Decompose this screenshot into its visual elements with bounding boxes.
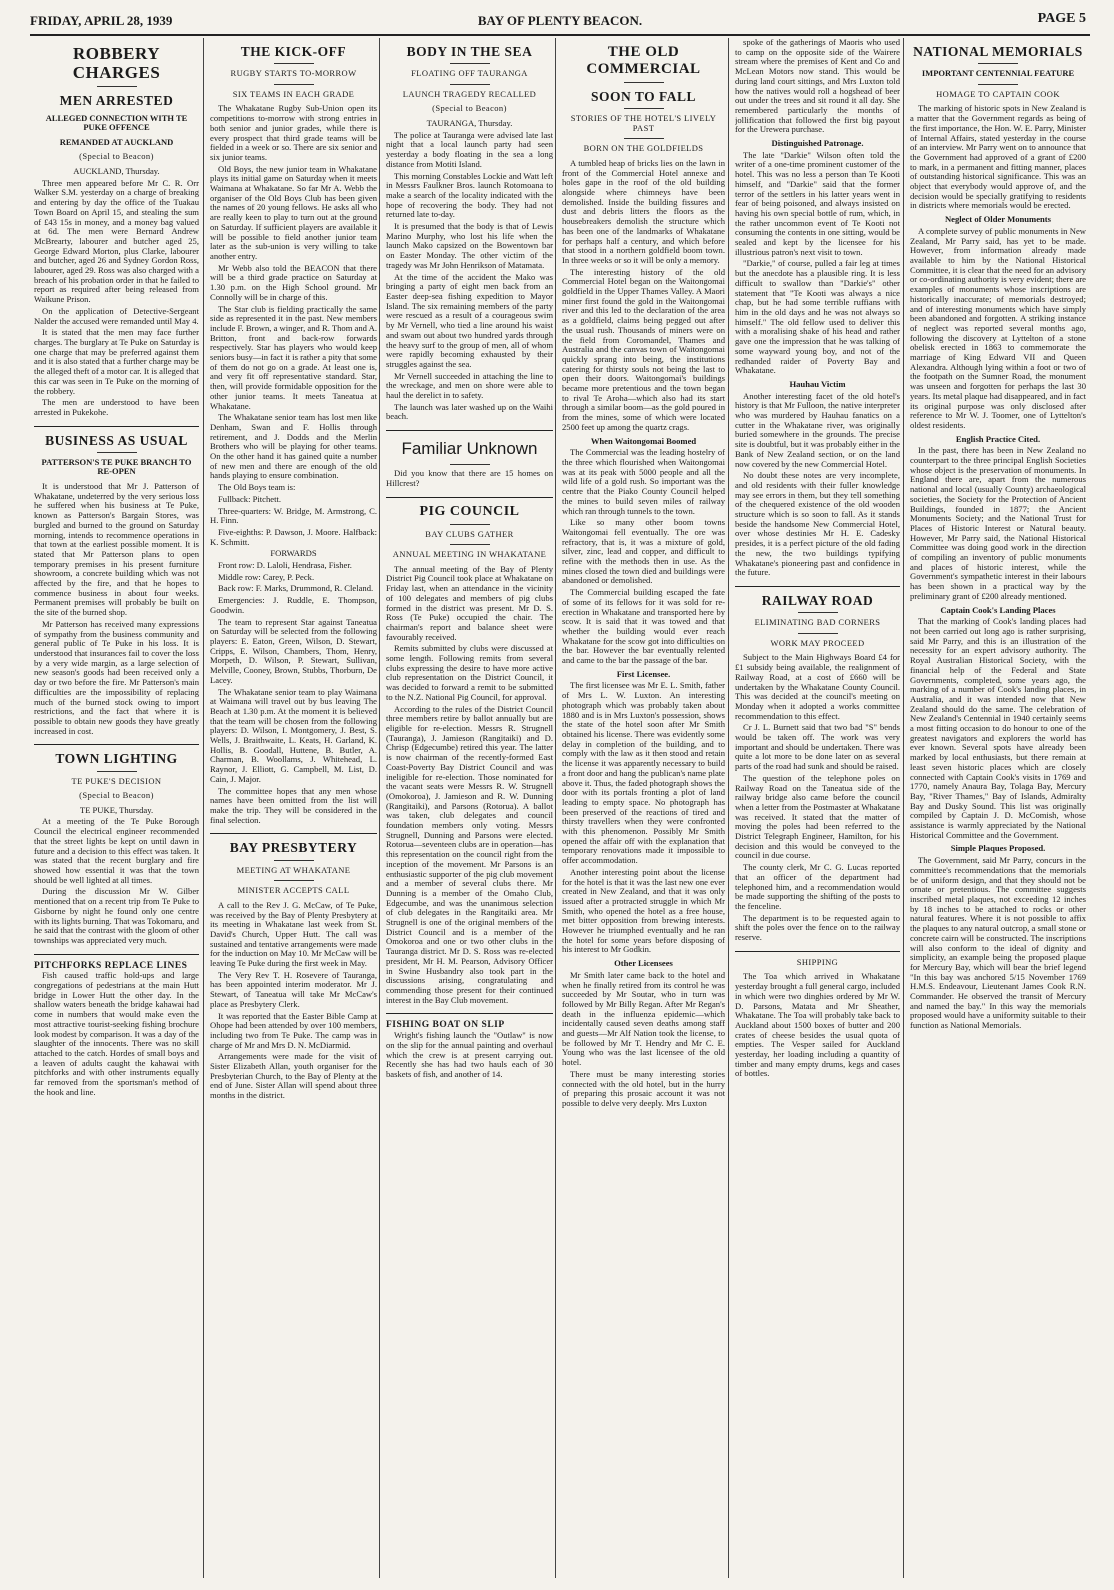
subheading: English Practice Cited. bbox=[955, 433, 1041, 444]
paragraph: Mr Patterson has received many expressions of sympathy from the business community and general public of Te Puke in his loss. It is understood that insurances fail to cover the loss by a very wide margin, as a large selection of new season's goods had been received only a day or two before the fire. Mr Patterson's main difficulties are the impossibility of replacing much of the burned stock owing to import restrictions, and the fact that where it is possible to obtain new goods they have greatly increased in cost. bbox=[34, 618, 199, 736]
paragraph: Emergencies: J. Ruddle, E. Thompson, Goodwin. bbox=[210, 595, 377, 615]
subheading: Hauhau Victim bbox=[789, 378, 846, 389]
paragraph: It is understood that Mr J. Patterson of Whakatane, undeterred by the very serious loss he suffered when his business at Te Puke, known as Patterson's Bargain Stores, was burgled and burned to the ground on Saturday morning, intends to recommence operations in that town at the earliest possible moment. It is stated that Mr Patterson plans to open temporary premises in his present furniture showroom, a concrete building which was not affected by the fire, and that he hopes to commence business in about four weeks. Permanent premises will probably be built on the site of the burned shop. bbox=[34, 481, 199, 618]
headline-commercial: THE OLD COMMERCIAL bbox=[586, 44, 701, 77]
deck: RUGBY STARTS TO-MORROW bbox=[230, 68, 357, 79]
deck: MINISTER ACCEPTS CALL bbox=[237, 885, 350, 896]
paragraph: Three men appeared before Mr C. R. Orr Walker S.M. yesterday on a charge of breaking and entering by day the office of the Tuakau Town Board on April 15, and stealing the sum of £43 15s in money, and a money bag valued at 6d. The men were Bernard Andrew McBrearty, labourer and butcher aged 25, George Edward Morton, plus Clarke, labourer and butcher, aged 26 and Sydney Gordon Ross, labourer, aged 29. Ross was also charged with a breach of his probation order in that he failed to report as required after being released from Waikune Prison. bbox=[34, 177, 199, 305]
paragraph: No doubt these notes are very incomplete, and old residents with their fuller knowledge may see errors in them, but they tell something of the chequered existence of the old wooden structure which is so soon to fall. As it stands beside the handsome New Commercial Hotel, over whose destinies Mr H. E. Cadesky presides, it is a perfect picture of the old fading the new, the two buildings typifying Whakatane's pioneering past and confidence in the future. bbox=[735, 470, 900, 578]
paragraph: Mr Vernell succeeded in attaching the line to the wreckage, and men on shore were able to haul the derelict in to safety. bbox=[386, 370, 553, 401]
deck: MEETING AT WHAKATANE bbox=[236, 864, 351, 875]
headline-lighting: TOWN LIGHTING bbox=[55, 751, 178, 767]
special-note: (Special to Beacon) bbox=[432, 103, 507, 114]
subheading: Simple Plaques Proposed. bbox=[950, 843, 1046, 854]
paragraph: Old Boys, the new junior team in Whakatane plays its initial game on Saturday when it meets Waimana at Whakatane. So far Mr A. Webb the organiser of the Old Boys Club has been given the names of 20 young fellows. He asks all who are really keen to play to turn out at the ground on Saturday. If sufficient players are available it will be possible to field another junior team later as the sub-union is very willing to take another entry. bbox=[210, 163, 377, 261]
article-familiar bbox=[386, 439, 553, 489]
paragraph: Front row: D. Laloli, Hendrasa, Fisher. bbox=[218, 560, 352, 571]
paragraph: Back row: F. Marks, Drummond, R. Cleland. bbox=[218, 583, 374, 594]
paragraph: Another interesting point about the license for the hotel is that it was the last new one ever created in New Zealand, and that it was only issued after a protracted struggle in which Mr Smith, who opened the hotel as a free house, met bitter opposition from brewing interests. However he triumphed eventually and he ran the hotel for some years before disposing of his interest to Mr Godkin. bbox=[562, 866, 725, 955]
article-sea bbox=[386, 44, 553, 422]
paragraph: This morning Constables Lockie and Watt left in Messrs Faulkner Bros. launch Rotomoana to make a search of the locality indicated with the hope of recovering the body. They had not returned late to-day. bbox=[386, 170, 553, 220]
headline-kickoff: THE KICK-OFF bbox=[240, 44, 347, 59]
deck: FLOATING OFF TAURANGA bbox=[411, 68, 528, 79]
paragraph: Mr Webb also told the BEACON that there will be a third grade practice on Saturday at 1.30 p.m. on the High School ground. Mr Connolly will be in charge of this. bbox=[210, 262, 377, 302]
paragraph: The team to represent Star against Taneatua on Saturday will be selected from the following players: E. Eaton, Green, Wilson, D. Stewart, Cripps, E. Wilson, Chambers, Thom, Henry, Morpeth, D. Wilson, P. Stewart, Sullivan, Melville, Cooney, Brown, Stubbs, Thorburn, De Lacey. bbox=[210, 616, 377, 685]
headline-familiar: Familiar Unknown bbox=[401, 439, 538, 459]
paragraph: The Commercial was the leading hostelry of the three which flourished when Waitongomai was at its peak with 5000 people and all the wild life of a gold rush. So important was the centre that the Piako County Council helped the mines to build seven miles of railway which ran through tunnels to the town. bbox=[562, 447, 725, 516]
subheading: Neglect of Older Monuments bbox=[944, 214, 1052, 225]
paragraph: The Government, said Mr Parry, concurs in the committee's recommendations that the memorials be of uniform design, and that they should not be ornate or pretentious. The committee suggests inscribed metal plaques, not exceeding 12 inches by 18 inches to be attached to rocks or other natural features. Where it is not possible to affix the plaques to any natural outcrop, a small stone or concrete cairn will be constructed. The inscriptions will also conform to the ideal of dignity and simplicity, an example being the proposed plaque for Mercury Bay, which will bear the brief legend "In this bay was anchored 5/15 November 1769 H.M.S. Endeavour, Lieutenant James Cook R.N. Commander. He observed the transit of Mercury and named the bay." In this way the memorials proposed would have a uniformity suitable to their function as National Memorials. bbox=[910, 855, 1086, 1031]
paragraph: The launch was later washed up on the Waihi beach. bbox=[386, 401, 553, 422]
headline-robbery: ROBBERY CHARGES bbox=[72, 44, 161, 83]
paragraph: FORWARDS bbox=[270, 548, 317, 559]
masthead-paper: BAY OF PLENTY BEACON. bbox=[477, 13, 643, 28]
subheading: Captain Cook's Landing Places bbox=[940, 604, 1056, 615]
paragraph: It is stated that the men may face further charges. The burglary at Te Puke on Saturday is one charge that may be preferred against them and it is also stated that a further charge may be the alleged theft of a motor car. It is alleged that this car was seen in Te Puke on the morning of the robbery. bbox=[34, 327, 199, 396]
paragraph: Did you know that there are 15 homes on Hillcrest? bbox=[386, 468, 553, 489]
paragraph: A call to the Rev J. G. McCaw, of Te Puke, was received by the Bay of Plenty Presbytery at its meeting in Whakatane last week from St. David's Church, Upper Hutt. The call was sustained and tentative arrangements were made for the induction on May 10. Mr McCaw will be leaving Te Puke during the first week in May. bbox=[210, 899, 377, 969]
subheading: Distinguished Patronage. bbox=[771, 138, 864, 149]
column-1 bbox=[34, 38, 199, 1578]
subheading: Other Licensees bbox=[614, 958, 673, 969]
paragraph: At the time of the accident the Mako was bringing a party of eight men back from an Easter deep-sea fishing expedition to Mayor Island. The six remaining members of the party were rescued as a result of a courageous swim by Mr Vernell, who tied a line around his waist and swam out about two hundred yards through the heavy surf to the group of men, all of whom were rapidly becoming exhausted by their struggles against the sea. bbox=[386, 271, 553, 369]
deck: BORN ON THE GOLDFIELDS bbox=[583, 143, 704, 154]
paragraph: The police at Tauranga were advised late last night that a local launch party had seen yesterday a body floating in the sea a long distance from Motiti Island. bbox=[386, 129, 553, 169]
deck: HOMAGE TO CAPTAIN COOK bbox=[936, 88, 1060, 99]
masthead bbox=[30, 6, 1090, 36]
deck: SIX TEAMS IN EACH GRADE bbox=[232, 88, 355, 99]
deck: WORK MAY PROCEED bbox=[770, 637, 865, 648]
deck: LAUNCH TRAGEDY RECALLED bbox=[402, 88, 537, 99]
article-memorials bbox=[910, 44, 1086, 1031]
headline-sea: BODY IN THE SEA bbox=[406, 44, 533, 59]
paragraph: The Whakatane Rugby Sub-Union open its competitions to-morrow with strong entries in both senior and junior grades, while there is every prospect that third grade teams will be fielded in a week or so. There are six senior and six junior teams. bbox=[210, 103, 377, 162]
paragraph: The question of the telephone poles on Railway Road on the Taneatua side of the railway bridge also came before the council when a letter from the Postmaster at Whakatane was received. It stated that the matter of moving the poles had been referred to the District Telegraph Engineer, Hamilton, for his decision and this would be conveyed to the council in due course. bbox=[735, 772, 900, 861]
paragraph: The Whakatane senior team to play Waimana at Waimana will travel out by bus leaving The Beach at 1.30 p.m. At the moment it is believed that the team will be chosen from the following players: D. Wilson, I. Montgomery, J. Best, S. Wells, J. Braithwaite, L. Keats, H. Garland, K. Hollis, B. Goodall, Huttene, B. Butler, A. Charman, B. Woollams, J. Whitehead, L. Raynor, J. Elliott, G. Campbell, M. List, D. Cain, J. Major. bbox=[210, 686, 377, 784]
article-fishing bbox=[386, 1020, 553, 1079]
article-shipping bbox=[735, 958, 900, 1079]
paragraph: A complete survey of public monuments in New Zealand, Mr Parry said, has yet to be made. However, from information already made available to him by the National Historical Committee, it is clear that the need for an advisory or co-ordinating authority is very evident; there are examples of monuments whose inscriptions are historically inaccurate; of memorials destroyed; and of interesting monuments which have simply been abandoned and forgotten. A striking instance of neglect was reported several months ago, following the discovery at Lyttelton of a stone obelisk erected in 1863 to commemorate the marriage of King Edward VII and Queen Alexandra. Although lying within a foot or two of the footpath on the Sumner Road, the monument was unseen and forgotten for perhaps the last 30 years. Its metal plaque had disappeared, and in fact its original purpose was only disclosed after reference to Mr W. J. Toomer, one of Lyttelton's oldest residents. bbox=[910, 225, 1086, 430]
headline-pig: PIG COUNCIL bbox=[419, 503, 520, 519]
paragraph: The Whakatane senior team has lost men like Denham, Swan and F. Hollis through retirement, and J. Dodds and the Merlin Brothers who will be playing for other teams. On the other hand it has gained quite a number of new men and there are enough of the old hands playing to ensure combination. bbox=[210, 412, 377, 481]
paragraph: The late "Darkie" Wilson often told the writer of a one-time prominent customer of the hotel. This was no less a person than Te Kooti himself, and "Darkie" said that the former terror of the settlers in his latter years went in fear of being poisoned, and always insisted on having his own special bottle of rum, which, in the rather uncommon event of Te Kooti not consuming the contents in one sitting, would be sealed and kept by the licensee for his illustrious patron's next visit to town. bbox=[735, 149, 900, 257]
paragraph: The department is to be requested again to shift the poles over the fence on to the railway reserve. bbox=[735, 912, 900, 943]
paragraph: Fish caused traffic hold-ups and large congregations of pedestrians at the main Hutt bridge in Lower Hutt the other day. In the shallow waters beneath the bridge kahawai had come in numbers that would make even the most attractive tourist-seeking fishing brochure look modest by comparison. It was a day of the slaughter of the innocents. There was no skill attached to the catch. Hordes of small boys and a leaven of adults caught the kahawai with pitchforks and with other instruments equally far removed from the sportsman's method of the hook and line. bbox=[34, 970, 199, 1097]
paragraph: The marking of historic spots in New Zealand is a matter that the Government regards as being of the first importance, the Hon. W. E. Parry, Minister of Internal Affairs, stated yesterday in the course of an interview. Mr Parry went on to announce that the Government had approved of a grant of £200 to mark, in a permanent and fitting manner, places of outstanding historical significance. This was an object that everybody would approve of, and the decision would be specially gratifying to residents in districts where memorials would be erected. bbox=[910, 103, 1086, 211]
paragraph: At a meeting of the Te Puke Borough Council the electrical engineer recommended that the street lights be kept on until dawn in future and a decision to this effect was taken. It was stated that the recent burglary and fire showed how essential it was that the town should be well lighted at all times. bbox=[34, 816, 199, 885]
paragraph: The Star club is fielding practically the same side as represented it in the past. New members include F. Brown, a winger, and R. Thom and A. Britton, front and back-row forwards respectively. Star has players who would keep seniors busy—in fact it is rather a pity that some of them do not go on a grade. At least one is, and very fit off representative standard. Star, then, will provide formidable opposition for the other junior teams. It meets Taneatua at Whakatane. bbox=[210, 303, 377, 411]
paragraph: Three-quarters: W. Bridge, M. Armstrong, C. H. Finn. bbox=[210, 505, 377, 526]
column-2 bbox=[210, 38, 377, 1578]
deck: PATTERSON'S TE PUKE BRANCH TO RE-OPEN bbox=[41, 456, 192, 477]
paragraph: Five-eighths: P. Dawson, J. Moore. Halfback: K. Schmitt. bbox=[210, 526, 377, 547]
paragraph: Cr J. L. Burnett said that two bad "S" bends would be taken off. The work was very important and should be undertaken. There was quite a lot more to be done later on as several parts of the road had sunk and should be raised. bbox=[735, 722, 900, 772]
paragraph: spoke of the gatherings of Maoris who used to camp on the opposite side of the Wairere stream where the premises of Kent and Co and McLean Motors now stand. This would be during land court sittings, and Mrs Luxton told how the natives would roll a hogshead of beer out under the trees and sit round it all day. She remembered particularly the months of jollification that followed the first big payout for the Urewera purchase. bbox=[735, 38, 900, 135]
article-lighting bbox=[34, 751, 199, 945]
paragraph: The Commercial building escaped the fate of some of its fellows for it was sold for re-erection in Whakatane and transported here by scow. It is said that it was towed and that whether the building would ever reach Whakatane for the scow got into difficulties on the bar. However the bar eventually relented and came to the bar the passage of the bar. bbox=[562, 587, 725, 666]
headline-business: BUSINESS AS USUAL bbox=[45, 432, 188, 448]
subhead-men-arrested: MEN ARRESTED bbox=[59, 93, 174, 109]
article-railway bbox=[735, 593, 900, 943]
headline-memorials: NATIONAL MEMORIALS bbox=[913, 44, 1083, 59]
paragraph: Subject to the Main Highways Board £4 for £1 subsidy being available, the realignment of Railway Road, at a cost of £660 will be undertaken by the Whakatane County Council. This was decided at the council's meeting on Monday when it adopted a works committee recommendation to this effect. bbox=[735, 652, 900, 721]
masthead-page: PAGE 5 bbox=[1037, 11, 1086, 26]
paragraph: AUCKLAND, Thursday. bbox=[73, 166, 160, 177]
paragraph: The first licensee was Mr E. L. Smith, father of Mrs L. W. Luxton. An interesting photograph which was probably taken about 1880 and is in Mrs Luxton's possession, shows the state of the hotel soon after Mr Smith obtained his license. There was evidently some delay in completion of the building, and to comply with the law as it then stood and retain the license it was apparently necessary to build a front door and hang the publican's name plate above it. Thus, the faded photograph shows the door with its portals fronting a plot of land leading to empty space. No photograph has been preserved of the reactions of tired and thirsty travellers when they were confronted with this phenomenon. Possibly Mr Smith opened the affair off with the explanation that temporary renovations made it impossible to offer accommodation. bbox=[562, 680, 725, 866]
paragraph: The committee hopes that any men whose names have been omitted from the list will make the trip. They will be considered in the final selection. bbox=[210, 785, 377, 825]
article-kickoff bbox=[210, 44, 377, 825]
paragraph: The men are understood to have been arrested in Pukekohe. bbox=[34, 397, 199, 417]
paragraph: A tumbled heap of bricks lies on the lawn in front of the Commercial Hotel annexe and holes gape in the roof of the old building alongside where chimneys have been demolished. Inside the building fissures and dust and debris litters the floors as the housebreakers demolish the structure which has been one of the landmarks of Whakatane for perhaps half a century, and which before that stood in a northern goldfield boom town. In three weeks or so it will be only a memory. bbox=[562, 157, 725, 265]
paragraph: The county clerk, Mr C. G. Lucas reported that an officer of the department had telephoned him, and a recommendation would be made supporting the shifting of the posts to the fenceline. bbox=[735, 862, 900, 911]
paragraph: In the past, there has been in New Zealand no counterpart to the three principal English Societies whose object is the preservation of monuments. In England there are, apart from the numerous national and local (usually County) archaeological societies, the Society for the Protection of Ancient Buildings, founded in 1877; the Ancient Monuments Society; and the National Trust for Places of Historic Interest or Natural beauty. However, Mr Parry said, the National Historical Committee was doing good work in the direction of compiling an inventory of public monuments and places of historic interest, while the Government's sympathetic interest in their labours has been shown in a practical way by the preliminary grant of £200 already mentioned. bbox=[910, 445, 1086, 601]
paragraph: Wright's fishing launch the "Outlaw" is now on the slip for the annual painting and overhaul which the crew is at present carrying out. Recently she has had two hauls each of 30 baskets of fish, and another of 14. bbox=[386, 1030, 553, 1079]
subheading: First Licensee. bbox=[616, 668, 671, 679]
paragraph: There must be many interesting stories connected with the old hotel, but in the hurry of preparing this prosaic account it was not possible to delve very deeply. Mrs Luxton bbox=[562, 1068, 725, 1108]
article-business bbox=[34, 433, 199, 737]
paragraph: Mr Smith later came back to the hotel and when he finally retired from its control he was succeeded by Mr Soutar, who in turn was followed by Mr Billy Regan. After Mr Regan's death in the influenza epidemic—which incidentally caused seven deaths among staff and guests—Mr Alf Nation took the license, to be followed by Mr T. Hendry and Mr C. E. Young who was the last licensee of the old hotel. bbox=[562, 969, 725, 1068]
paragraph: Middle row: Carey, P. Peck. bbox=[218, 571, 315, 582]
paragraph: On the application of Detective-Sergeant Nalder the accused were remanded until May 4. bbox=[34, 305, 199, 326]
paragraph: "Darkie," of course, pulled a fair leg at times but the anecdote has a plausible ring. It is less difficult to swallow than "Darkie's" other statement that "Te Kooti was always a nice chap, but he had some terrible ruffians with him in the old days and he was not always so himself." The old fellow used to deliver this with a moralising shake of his head and rather gave one the impression that he was talking of some wayward young boy, and not of the redhanded raider of Poverty Bay and Whakatane. bbox=[735, 258, 900, 376]
headline-railway: RAILWAY ROAD bbox=[761, 592, 874, 608]
column-5 bbox=[735, 38, 900, 1578]
deck: ELIMINATING BAD CORNERS bbox=[754, 617, 881, 628]
paragraph: The annual meeting of the Bay of Plenty District Pig Council took place at Whakatane on Friday last, when an attendance in the vicinity of 100 delegates and members of pig clubs formed in the district was present. Mr D. S. Ross (Te Puke) occupied the chair. The chairman's report and balance sheet were favourably received. bbox=[386, 563, 553, 642]
headline-pitchforks: PITCHFORKS REPLACE LINES bbox=[34, 960, 188, 971]
subhead-soon-to-fall: SOON TO FALL bbox=[590, 88, 697, 104]
deck: IMPORTANT CENTENNIAL FEATURE bbox=[921, 68, 1075, 79]
paragraph: It is presumed that the body is that of Lewis Marino Murphy, who lost his life when the launch Mako capsized on the Bowentown bar on Easter Monday. The other victim of the tragedy was Mr John Henrikson of Matamata. bbox=[386, 221, 553, 270]
paragraph: That the marking of Cook's landing places had not been carried out long ago is rather surprising, said Mr Parry, and this is an illustration of the necessity for an expert advisory authority. The Royal Australian Historical Society, with the financial help of the Federal and State Governments, completed, some years ago, the marking of a number of Cook's landing places, in Australia, and it was intended now that New Zealand should do the same. The celebration of New Zealand's Centennial in 1940 certainly seems a most fitting occasion to do honour to one of the greatest navigators and explorers the world has ever known. Several spots have already been marked by local enthusiasts, but there remain at least seven historic places which are closely connected with Captain Cook's visits in 1769 and 1770, namely Anaura Bay, Tolaga Bay, Mercury Bay, "River Thames," Bay of Islands, Admiralty Bay and Dusky Sound. This list was originally compiled by Captain J. D. McComish, whose assistance is warmly appreciated by the National Historical Committee and the Government. bbox=[910, 616, 1086, 840]
column-6 bbox=[910, 38, 1086, 1578]
paragraph: Remits submitted by clubs were discussed at some length. Following remits from several clubs expressing the desire to have more active club representation on the District Council, it was decided to forward a remit to be submitted to the N.Z. National Pig Council, for approval. bbox=[386, 643, 553, 702]
article-pig bbox=[386, 504, 553, 1006]
paragraph: Fullback: Pitchett. bbox=[218, 493, 282, 504]
masthead-date: FRIDAY, APRIL 28, 1939 bbox=[30, 13, 173, 28]
headline-presbytery: BAY PRESBYTERY bbox=[229, 840, 358, 856]
headline-fishing: FISHING BOAT ON SLIP bbox=[386, 1020, 505, 1031]
column-3 bbox=[386, 38, 553, 1578]
paragraph: Another interesting facet of the old hotel's history is that Mr Fulloon, the native interpreter who was murdered by Hauhau fanatics on a cutter in the Whakatane river, was originally buried somewhere in the grounds. The precise site is doubtful, but it was probably either in the Bank of New Zealand section, or on the land now covered by the new Commercial Hotel. bbox=[735, 390, 900, 469]
subheading: When Waitongomai Boomed bbox=[590, 435, 697, 446]
column-4 bbox=[562, 38, 725, 1578]
deck: BAY CLUBS GATHER bbox=[425, 528, 514, 539]
paragraph: TE PUKE, Thursday. bbox=[79, 804, 154, 815]
deck: REMANDED AT AUCKLAND bbox=[59, 136, 174, 147]
paragraph: Like so many other boom towns Waitongomai fell eventually. The ore was refractory, that is, it was a mixture of gold, silver, zinc, lead and copper, and difficult to refine with the methods then in use. As the mines closed the town died and buildings were abandoned or demolished. bbox=[562, 517, 725, 586]
paragraph: According to the rules of the District Council three members retire by ballot annually but are eligible for re-election. Messrs R. Strugnell (Tauranga), J. Jamieson (Rangitaiki) and D. Chrisp (Edgecumbe) retired this year. The latter is now chairman of the recently-formed East Coast-Poverty Bay District Council and was ineligible for re-election. Those nominated for the vacant seats were Messrs R. W. Strugnell (Omokoroa), J. Jamieson and R. W. Dunning (Rangitaiki), and Parsons (Rotorua). A ballot was taken, club delegates and council foundation members only voting. Messrs Strugnell, Dunning and Parsons were elected. Rotorua—seventeen clubs are in operation—has this representation on the council right from the inception of the movement. Mr Parsons is an enthusiastic supporter of the pig club movement and a member of several clubs there. Mr Dunning is a member of the Omaho Club, Edgecumbe, and was the unanimous selection of club delegates in the Rangitaiki area. Mr Strugnell is one of the original members of the District Council and is a member of the Omokoroa and one or two other clubs in the Tauranga district. Mr D. S. Ross was re-elected president, Mr H. M. Pearson, Advisory Officer in Swine Husbandry also took part in the discussions arising, congratulating and commending those present for their continued interest in the Bay Club movement. bbox=[386, 703, 553, 1005]
paragraph: It was reported that the Easter Bible Camp at Ohope had been attended by over 100 members, including two from Te Puke. The camp was in charge of Mr and Mrs D. N. McDiarmid. bbox=[210, 1010, 377, 1050]
special-note: (Special to Beacon) bbox=[79, 151, 154, 162]
paragraph: Arrangements were made for the visit of Sister Elizabeth Allan, youth organiser for the Presbyterian Church, to the Bay of Plenty at the end of June. Sister Allan will spend about three months in the district. bbox=[210, 1051, 377, 1101]
article-robbery bbox=[34, 44, 199, 418]
paragraph: During the discussion Mr W. Gilber mentioned that on a recent trip from Te Puke to Gisborne by night he found only one centre with its lights burning. That was Tokomaru, and he said that the contrast with the gloom of other townships was appreciated very much. bbox=[34, 886, 199, 945]
special-note: (Special to Beacon) bbox=[79, 790, 154, 801]
paragraph: The Old Boys team is: bbox=[218, 482, 296, 493]
headline-shipping: SHIPPING bbox=[796, 956, 839, 967]
deck: ALLEGED CONNECTION WITH TE PUKE OFFENCE bbox=[45, 112, 188, 133]
article-pitchforks bbox=[34, 961, 199, 1098]
paragraph: The interesting history of the old Commercial Hotel began on the Waitongomai goldfield in the Upper Thames Valley. A Maori miner first found the gold in the Waitongomai river and this led to the declaration of the area as a goldfield, claims being pegged out after the usual rush. Thousands of miners were on the field from Coromandel, Thames and Australia and the canvas town of Waitongomai quickly sprang into being, the institutions catering for thirsty souls not being the last to open their doors. Waitongomai's buildings became more pretentious and the town began to rival Te Aroha—which also had its start through a similar boom—as the gold poured in from the mines, some of which were located 2500 feet up among the quartz crags. bbox=[562, 266, 725, 432]
paragraph: The Toa which arrived in Whakatane yesterday brought a full general cargo, included in which were two dinghies ordered by Mr W. D. Parsons, Matata and Mr Sheather, Whakatane. The Toa will probably take back to Auckland about 1500 boxes of butter and 200 crates of cheese besides the usual quota of empties. The Vesper sailed for Auckland yesterday, her loading including a quantity of timber and many empty drums, kegs and cases of bottles. bbox=[735, 971, 900, 1079]
deck: TE PUKE'S DECISION bbox=[71, 775, 162, 786]
paragraph: The Very Rev T. H. Rosevere of Tauranga, has been appointed interim moderator. Mr J. Stewart, of Taneatua will take Mr McCaw's place as Presbytery Clerk. bbox=[210, 969, 377, 1009]
deck: STORIES OF THE HOTEL'S LIVELY PAST bbox=[570, 113, 717, 133]
article-commercial bbox=[562, 44, 725, 1109]
paragraph: TAURANGA, Thursday. bbox=[426, 118, 513, 129]
deck: ANNUAL MEETING IN WHAKATANE bbox=[392, 549, 547, 560]
article-presbytery bbox=[210, 840, 377, 1101]
